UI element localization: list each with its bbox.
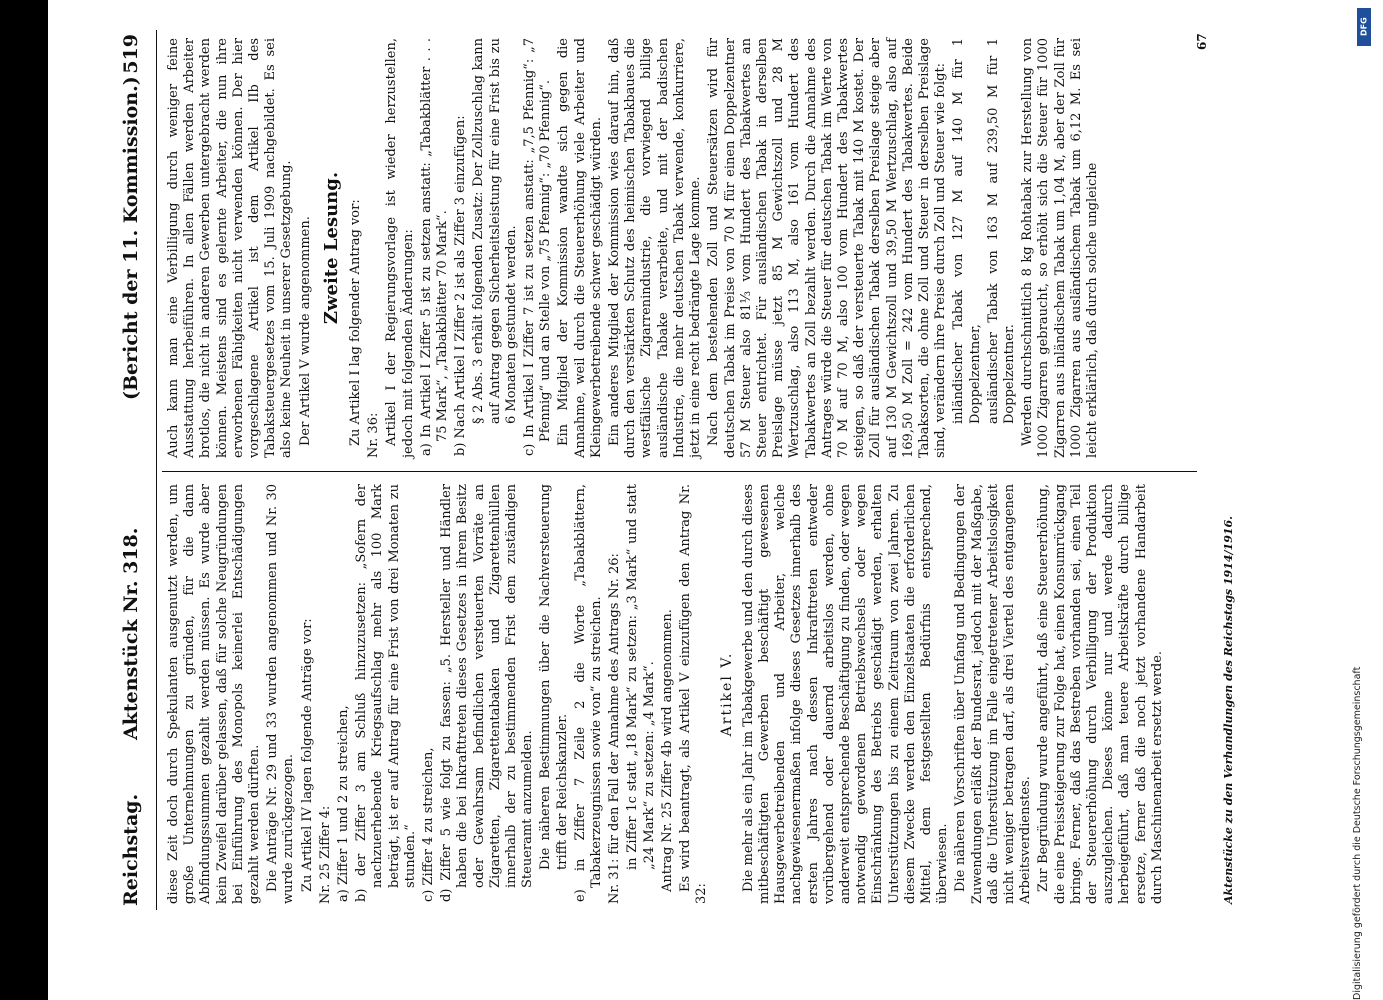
paragraph: Antrag Nr. 25 Ziffer 4b wird angenommen.	[659, 609, 675, 892]
motion-number: Nr. 31: für den Fall der Annahme des Antrags Nr. 26:	[607, 553, 623, 904]
right-column	[166, 38, 1103, 458]
header-left: Reichstag.	[120, 793, 142, 906]
paragraph: inländischer Tabak von 127 M auf 140 M für 1 Doppelzentner,	[951, 38, 983, 424]
dfg-logo: DFG	[1357, 8, 1371, 46]
printed-page	[110, 30, 1250, 910]
list-item: c) In Artikel I Ziffer 7 ist zu setzen anstatt: „7,5 Pfennig“: „7 Pfennig“ und an Stelle von „75 Pfennig“: „70 Pfennig“.	[522, 38, 554, 456]
list-item: c) Ziffer 4 zu streichen,	[421, 747, 437, 902]
column-divider	[162, 471, 1197, 472]
list-item: a) In Artikel I Ziffer 5 ist zu setzen anstatt: „Tabakblätter . . . 75 Mark“, „Tabakblätter 70 Mark“.	[418, 38, 451, 456]
paragraph: Ein Mitglied der Kommission wandte sich gegen die Annahme, weil durch die Steuererhöhung viele Arbeiter und Kleingewerbetreibende schwer geschädigt würden.	[556, 38, 604, 458]
list-item: b) der Ziffer 3 am Schluß hinzuzusetzen: „Sofern der nachzuerhebende Kriegsaufschlag mehr als 100 Mark beträgt, ist er auf Antrag für eine Frist von drei Monaten zu stunden.“	[354, 484, 418, 902]
list-item: b) Nach Artikel I Ziffer 2 ist als Ziffer 3 einzufügen:	[453, 115, 469, 456]
paragraph: Auch kann man eine Verbilligung durch weniger feine Ausstattung herbeiführen. In allen Fällen werden Arbeiter brotlos, die nicht in anderen Gewerben untergebracht werden können. Meistens sind es gelernte Arbeiter, die nun ihre erworbenen Fähigkeiten nicht verwenden können. Der hier vorgeschlagene Artikel ist dem Artikel IIb des Tabaksteuergesetzes vom 15. Juli 1909 nachgebildet. Es sei also keine Neuheit in unserer Gesetzgebung.	[166, 38, 295, 458]
paragraph: Zu Artikel I lag folgender Antrag vor:	[348, 199, 364, 446]
paragraph: Die näheren Bestimmungen über die Nachversteuerung trifft der Reichskanzler.	[538, 484, 570, 870]
paragraph: Zur Begründung wurde angeführt, daß eine Steuererhöhung, die eine Preissteigerung zur Folge hat, einen Konsumrückgang bringe. Ferner, daß das Bestreben vorhanden sei, einen Teil der Steuererhöhung durch Verbilligung der Produktion auszugleichen. Dieses könne nur und werde dadurch herbeigeführt, daß man teuere Arbeitskräfte durch billige ersetze, ferner daß die noch jetzt vorhandene Handarbeit durch Maschinenarbeit ersetzt werde.	[1036, 484, 1165, 904]
paragraph: Die Anträge Nr. 29 und 33 wurden angenommen und Nr. 30 wurde zurückgezogen.	[265, 484, 297, 904]
paragraph: Es wird beantragt, als Artikel V einzufügen den Antrag Nr. 32:	[678, 484, 710, 904]
paragraph: in Ziffer 1c statt „18 Mark“ zu setzen: „3 Mark“ und statt „24 Mark“ zu setzen: „4 Mark“.	[625, 484, 657, 870]
paragraph: Artikel I der Regierungsvorlage ist wieder herzustellen, jedoch mit folgenden Änderungen:	[384, 38, 416, 458]
paragraph: Zu Artikel IV lagen folgende Anträge vor:	[299, 618, 315, 892]
paragraph: ausländischer Tabak von 163 M auf 239,50 M für 1 Doppelzentner.	[985, 38, 1017, 424]
header-document-number: Aktenstück Nr. 318.	[120, 527, 142, 740]
article-heading: Artikel V.	[718, 651, 735, 737]
paragraph: Ein anderes Mitglied der Kommission wies darauf hin, daß durch den verstärkten Schutz des heimischen Tabakbaues die westfälische Zigarrenindustrie, die vorwiegend billige ausländische Tabake verarbeite, und mit der badischen Industrie, die mehr deutschen Tabak verwende, konkurriere, jetzt in eine recht bedrängte Lage komme.	[607, 38, 704, 458]
motion-number: Nr. 36:	[366, 412, 382, 458]
header-commission-label: (Bericht der 11. Kommission.)	[120, 76, 142, 400]
left-column	[166, 484, 1168, 904]
list-item: a) Ziffer 1 und 2 zu streichen,	[336, 705, 352, 902]
paragraph: diese Zeit doch durch Spekulanten ausgenutzt werden, um große Unternehmungen zu gründen, für die dann Abfindungssummen gezahlt werden müssen. Es wurde aber kein Zweifel darüber gelassen, daß für solche Neugründungen bei Einführung des Monopols keinerlei Entschädigungen gezahlt werden dürften.	[166, 484, 263, 904]
motion-number: Nr. 25 Ziffer 4:	[317, 805, 333, 904]
page-footer: Aktenstücke zu den Verhandlungen des Reichstags 1914/1916.	[1222, 516, 1235, 904]
section-heading: Zweite Lesung.	[320, 171, 342, 325]
signature-mark: 67	[1195, 33, 1209, 50]
paragraph: § 2 Abs. 3 erhält folgenden Zusatz: Der Zollzuschlag kann auf Antrag gegen Sicherheitsleistung für eine Frist bis zu 6 Monaten gestundet werden.	[471, 38, 519, 424]
running-head	[110, 30, 157, 910]
paragraph: Nach dem bestehenden Zoll und Steuersätzen wird für deutschen Tabak im Preise von 70 M für einen Doppelzentner 57 M Steuer also 81⅓ vom Hundert des Tabakwertes an Steuer entrichtet. Für ausländischen Tabak in derselben Preislage müsse jetzt 85 M Gewichtszoll und 28 M Wertzuschlag, also 113 M, also 161 vom Hundert des Tabakwertes an Zoll bezahlt werden. Durch die Annahme des Antrages würde die Steuer für deutschen Tabak im Werte von 70 M auf 70 M, also 100 vom Hundert des Tabakwertes steigen, so daß der versteuerte Tabak mit 140 M kostet. Der Zoll für ausländischen Tabak derselben Preislage steige aber auf 130 M Gewichtszoll und 39,50 M Wertzuschlag, also auf 169,50 M Zoll = 242 vom Hundert des Tabakwertes. Beide Tabaksorten, die ohne Zoll und Steuer in derselben Preislage sind, verändern ihre Preise durch Zoll und Steuer wie folgt:	[706, 38, 949, 458]
paragraph: Der Artikel V wurde angenommen.	[297, 216, 313, 446]
paragraph: Die näheren Vorschriften über Umfang und Bedingungen der Zuwendungen erläßt der Bundesrat, jedoch mit der Maßgabe, daß die Unterstützung im Falle eingetretener Arbeitslosigkeit nicht weniger betragen darf, als drei Viertel des entgangenen Arbeitsverdienstes.	[953, 484, 1034, 904]
page-number: 519	[120, 34, 142, 74]
digitization-note: Digitalisierung gefördert durch die Deutsche Forschungsgemeinschaft	[1352, 666, 1363, 1000]
list-item: d) Ziffer 5 wie folgt zu fassen: „5. Hersteller und Händler haben die bei Inkrafttreten dieses Gesetzes in ihrem Besitz oder Gewahrsam befindlichen versteuerten Vorräte an Zigaretten, Zigarettentabaken und Zigarettenhüllen innerhalb der zu bestimmenden Frist dem zuständigen Steueramt anzumelden.	[439, 484, 536, 902]
scan-border	[0, 0, 48, 1000]
paragraph: Die mehr als ein Jahr im Tabakgewerbe und den durch dieses mitbeschäftigten Gewerben beschäftigt gewesenen Hausgewerbetreibenden und Arbeiter, welche nachgewiesenermaßen infolge dieses Gesetzes innerhalb des ersten Jahres nach dessen Inkrafttreten entweder vorübergehend oder dauernd arbeitslos werden, ohne anderweit entsprechende Beschäftigung zu finden, oder wegen notwendig gewordenen Betriebswechsels oder wegen Einschränkung des Betriebs geschädigt werden, erhalten Unterstützungen bis zu einem Zeitraum von zwei Jahren. Zu diesem Zwecke werden den Einzelstaaten die erforderlichen Mittel, dem festgestellten Bedürfnis entsprechend, überwiesen.	[740, 484, 951, 904]
scan-margin	[48, 0, 58, 1000]
paragraph: Werden durchschnittlich 8 kg Rohtabak zur Herstellung von 1000 Zigarren gebraucht, so erhöht sich die Steuer für 1000 Zigarren aus inländischem Tabak um 1,04 M, aber der Zoll für 1000 Zigarren aus ausländischem Tabak um 6,12 M. Es sei leicht erklärlich, daß durch solche ungleiche	[1020, 38, 1100, 458]
list-item: e) in Ziffer 7 Zeile 2 die Worte „Tabakblättern, Tabakerzeugnissen sowie von“ zu streichen.	[572, 484, 605, 902]
